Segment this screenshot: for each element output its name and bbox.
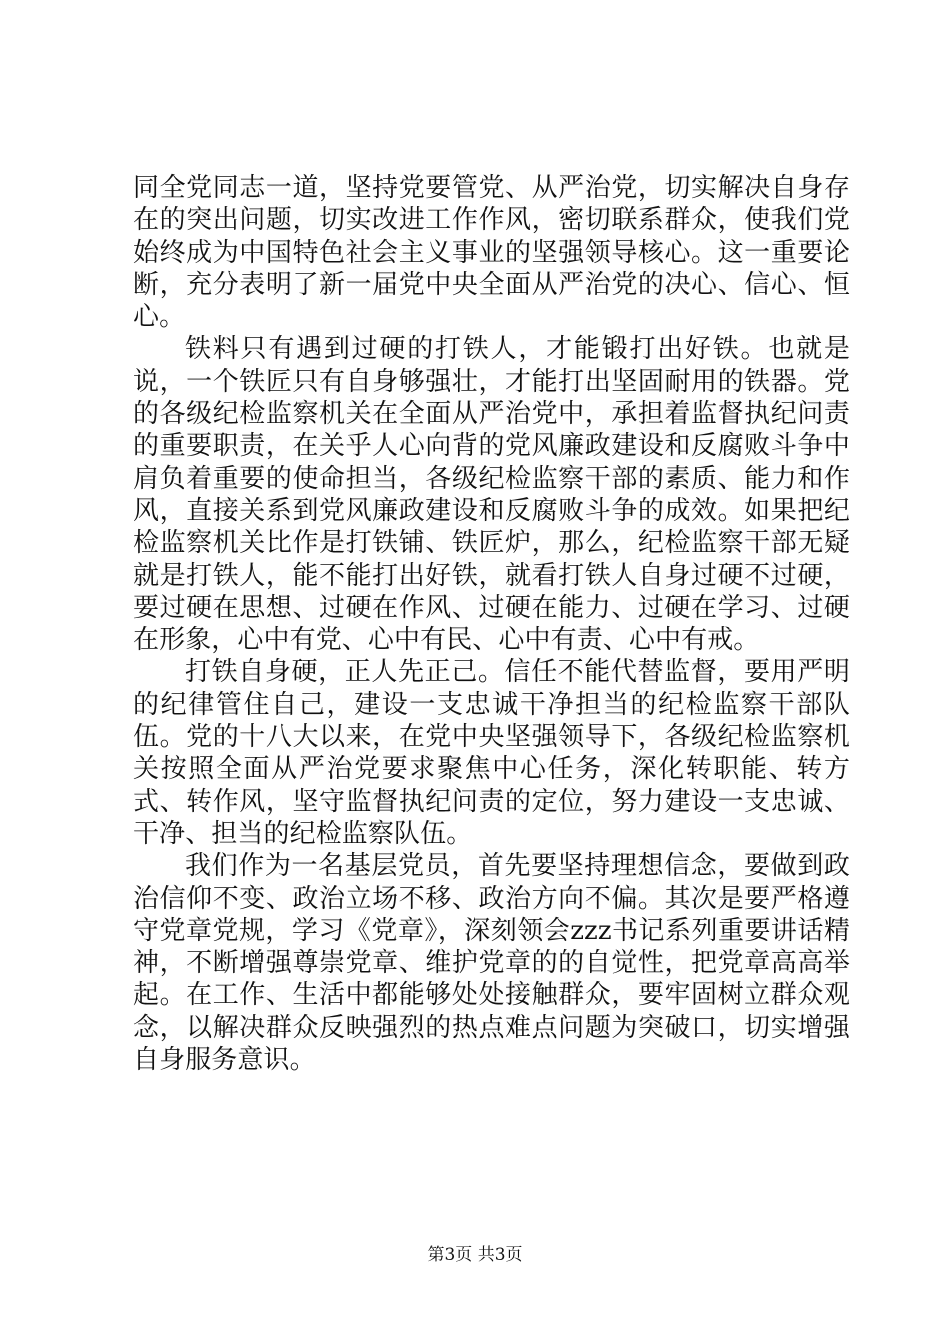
paragraph-2: 铁料只有遇到过硬的打铁人，才能锻打出好铁。也就是说，一个铁匠只有自身够强壮，才能打出坚固耐用的铁器。党的各级纪检监察机关在全面从严治党中，承担着监督执纪问责的重要职责，在关乎人心向背的党风廉政建设和反腐败斗争中肩负着重要的使命担当，各级纪检监察干部的素质、能力和作风，直接关系到党风廉政建设和反腐败斗争的成效。如果把纪检监察机关比作是打铁铺、铁匠炉，那么，纪检监察干部无疑就是打铁人，能不能打出好铁，就看打铁人自身过硬不过硬，要过硬在思想、过硬在作风、过硬在能力、过硬在学习、过硬在形象，心中有党、心中有民、心中有责、心中有戒。 xyxy=(133,334,850,656)
paragraph-1: 同全党同志一道，坚持党要管党、从严治党，切实解决自身存在的突出问题，切实改进工作作风，密切联系群众，使我们党始终成为中国特色社会主义事业的坚强领导核心。这一重要论断，充分表明了新一届党中央全面从严治党的决心、信心、恒心。 xyxy=(133,173,850,333)
page-number-label: 第3页 共3页 xyxy=(427,1245,523,1265)
document-body xyxy=(133,172,850,1076)
page-footer xyxy=(0,1245,950,1265)
paragraph-3: 打铁自身硬，正人先正己。信任不能代替监督，要用严明的纪律管住自己，建设一支忠诚干净担当的纪检监察干部队伍。党的十八大以来，在党中央坚强领导下，各级纪检监察机关按照全面从严治党要求聚焦中心任务，深化转职能、转方式、转作风，坚守监督执纪问责的定位，努力建设一支忠诚、干净、担当的纪检监察队伍。 xyxy=(133,657,850,849)
paragraph-4: 我们作为一名基层党员，首先要坚持理想信念，要做到政治信仰不变、政治立场不移、政治方向不偏。其次是要严格遵守党章党规，学习《党章》，深刻领会zzz书记系列重要讲话精神，不断增强尊崇党章、维护党章的的自觉性，把党章高高举起。在工作、生活中都能够处处接触群众，要牢固树立群众观念，以解决群众反映强烈的热点难点问题为突破口，切实增强自身服务意识。 xyxy=(133,851,850,1076)
